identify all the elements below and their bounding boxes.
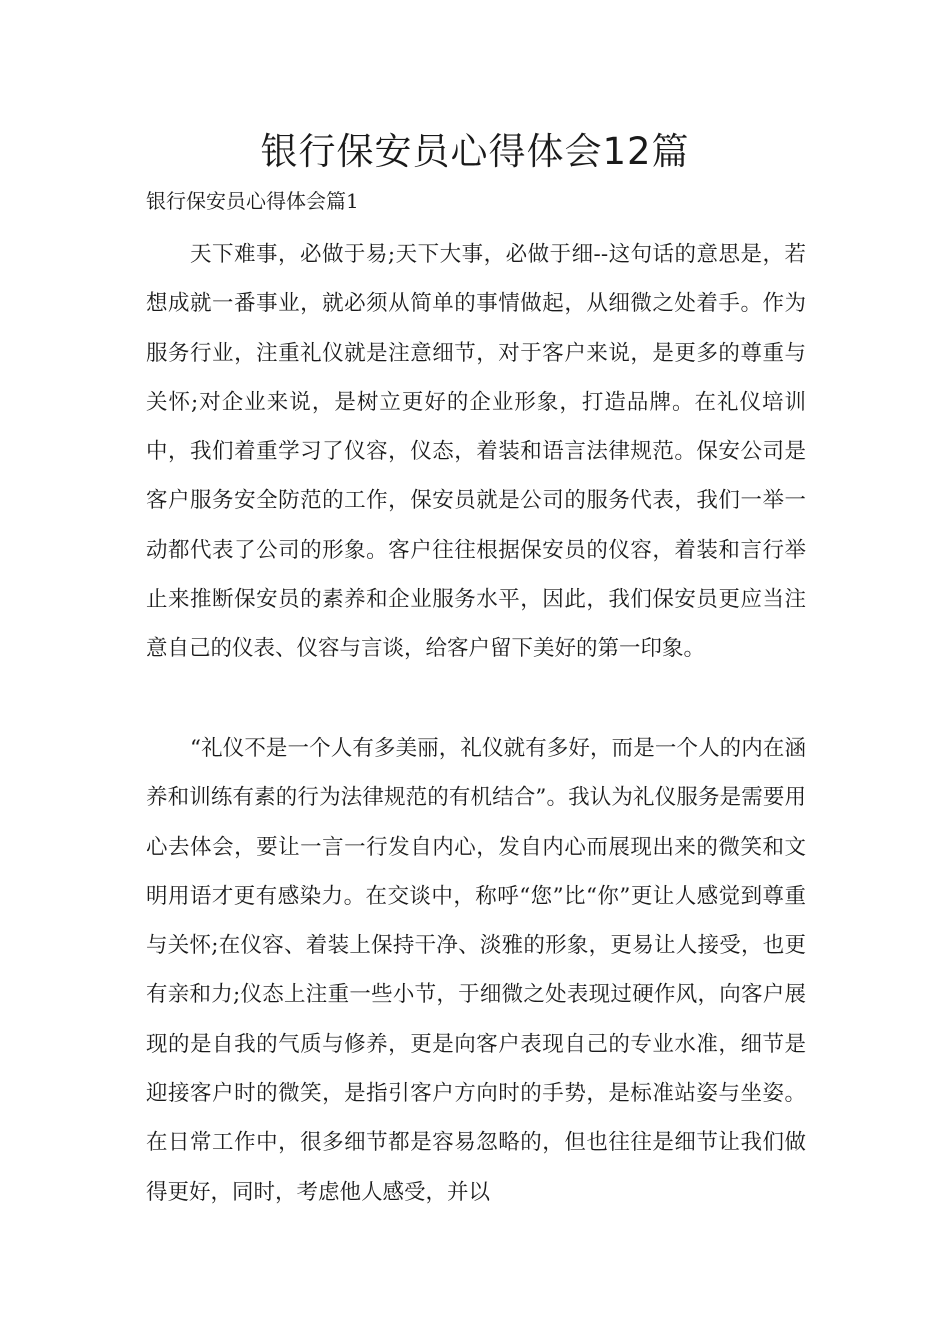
body-paragraph-2: “礼仪不是一个人有多美丽，礼仪就有多好，而是一个人的内在涵养和训练有素的行为法律规范的有机结合”。我认为礼仪服务是需要用心去体会，要让一言一行发自内心，发自内心而展现出来的微笑和文明用语才更有感染力。在交谈中，称呼“您”比“你”更让人感觉到尊重与关怀;在仪容、着装上保持干净、淡雅的形象，更易让人接受，也更有亲和力;仪态上注重一些小节，于细微之处表现过硬作风，向客户展现的是自我的气质与修养，更是向客户表现自己的专业水准，细节是迎接客户时的微笑，是指引客户方向时的手势，是标准站姿与坐姿。在日常工作中，很多细节都是容易忽略的，但也往往是细节让我们做得更好，同时，考虑他人感受，并以 bbox=[146, 736, 806, 1205]
document-title: 银行保安员心得体会12篇 bbox=[260, 130, 690, 173]
section-heading: 银行保安员心得体会篇1 bbox=[146, 189, 359, 213]
body-paragraph-1: 天下难事，必做于易;天下大事，必做于细--这句话的意思是，若想成就一番事业，就必须从简单的事情做起，从细微之处着手。作为服务行业，注重礼仪就是注意细节，对于客户来说，是更多的尊重与关怀;对企业来说，是树立更好的企业形象，打造品牌。在礼仪培训中，我们着重学习了仪容，仪态，着装和语言法律规范。保安公司是客户服务安全防范的工作，保安员就是公司的服务代表，我们一举一动都代表了公司的形象。客户往往根据保安员的仪容，着装和言行举止来推断保安员的素养和企业服务水平，因此，我们保安员更应当注意自己的仪表、仪容与言谈，给客户留下美好的第一印象。 bbox=[146, 242, 806, 662]
